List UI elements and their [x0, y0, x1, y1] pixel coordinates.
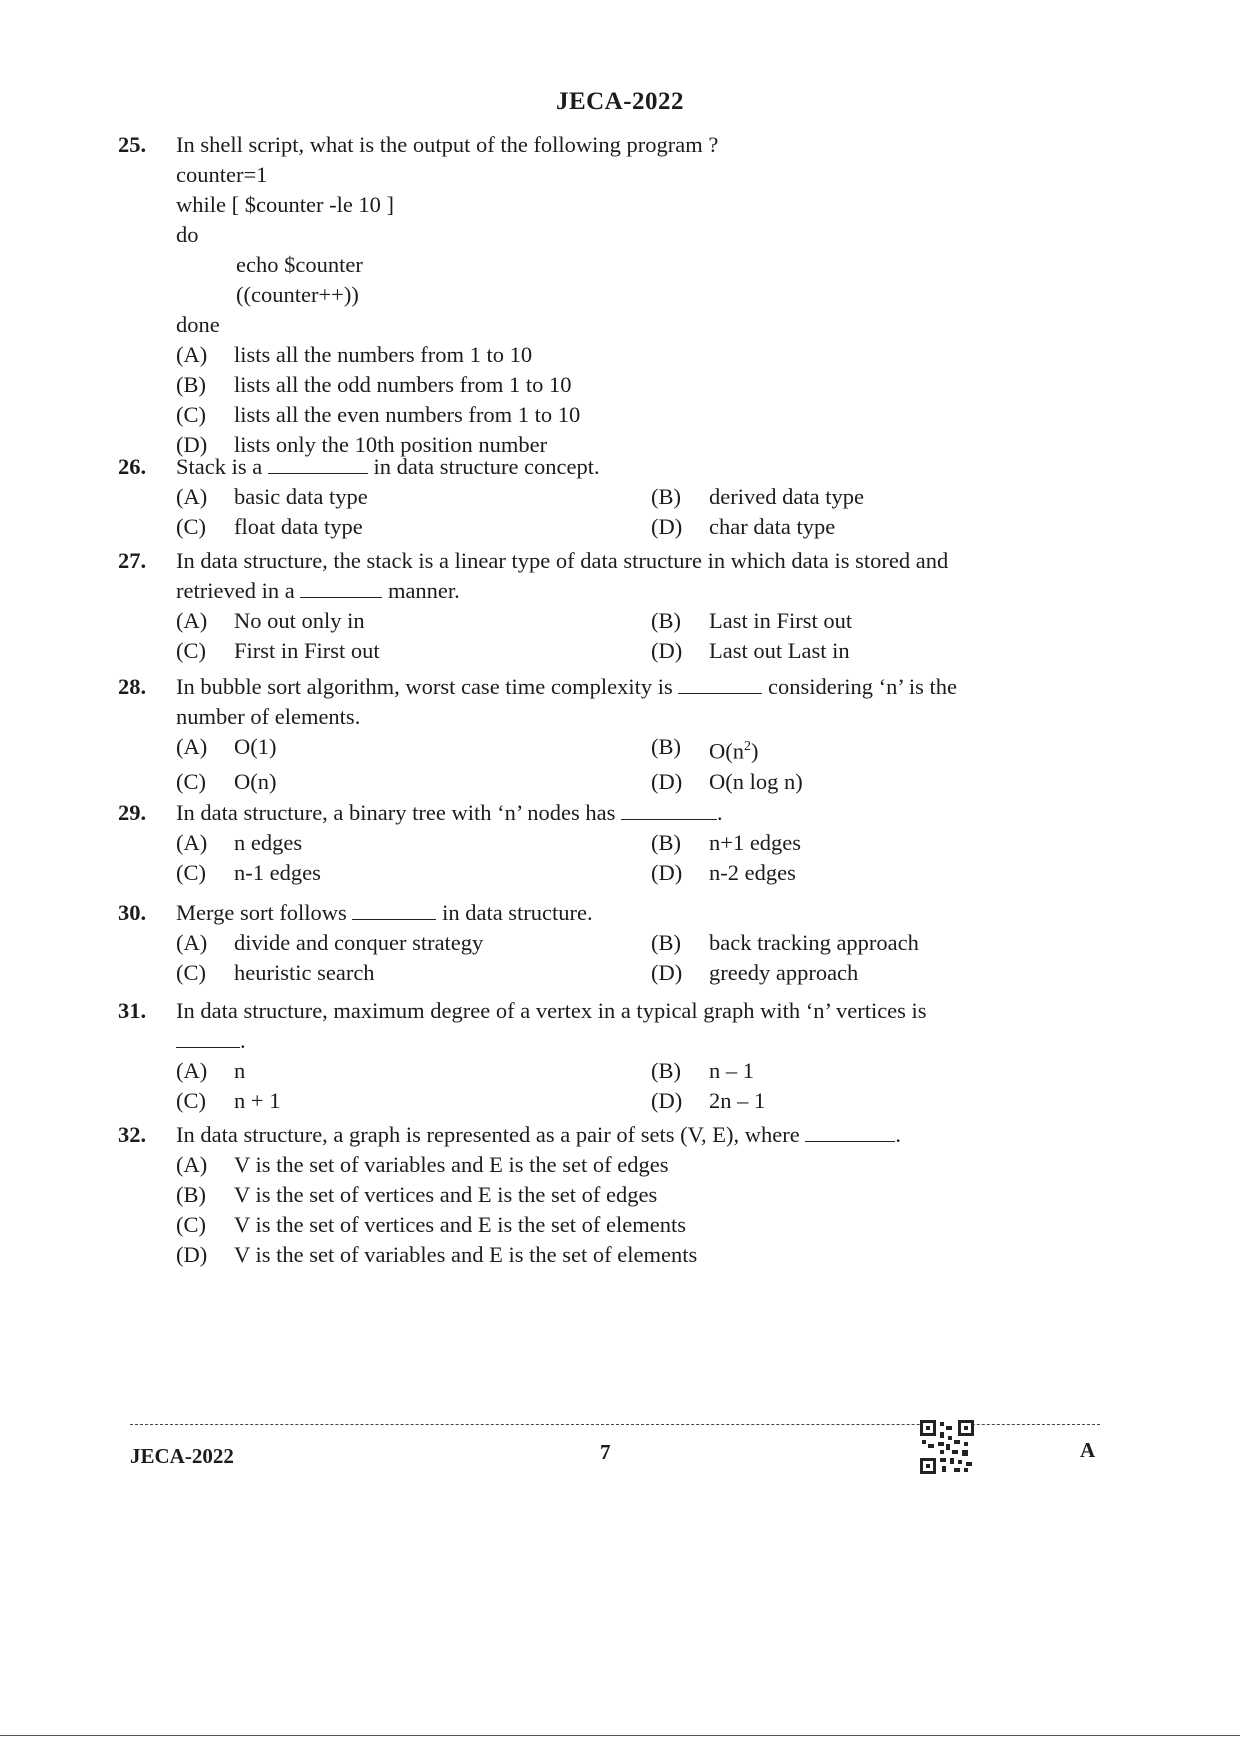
option-label: (A): [176, 1152, 208, 1177]
option-a[interactable]: [176, 928, 651, 958]
option-label: (A): [176, 930, 208, 955]
question-number: 27.: [118, 548, 147, 573]
option-label: (A): [176, 342, 208, 367]
option-b[interactable]: [651, 732, 1081, 767]
options-grid: [176, 828, 1078, 888]
question-set-label: A: [1080, 1438, 1096, 1462]
question-text-line2: number of elements.: [176, 704, 361, 729]
option-text: lists all the odd numbers from 1 to 10: [234, 372, 572, 397]
answer-blank: [352, 901, 436, 920]
question-number: 29.: [118, 800, 147, 825]
question-number: 28.: [118, 674, 147, 699]
option-label: (B): [176, 1182, 206, 1207]
answer-blank: [300, 579, 382, 598]
option-label: (C): [176, 638, 206, 663]
option-label: (A): [176, 484, 208, 509]
option-c[interactable]: [176, 767, 651, 797]
answer-blank: [176, 1029, 240, 1048]
question-text-line2: [176, 576, 1078, 606]
option-a[interactable]: [176, 482, 651, 512]
answer-blank: [268, 455, 368, 474]
option-text: [709, 732, 1081, 767]
option-label: (D): [651, 960, 683, 985]
page-number: 7: [600, 1440, 611, 1464]
question-number: 26.: [118, 454, 147, 479]
option-label: (B): [176, 372, 206, 397]
option-text: n edges: [234, 830, 303, 855]
question-text-after: .: [717, 800, 723, 825]
option-c[interactable]: [176, 512, 651, 542]
question-text-before: In bubble sort algorithm, worst case time complexity is: [176, 674, 673, 699]
option-a[interactable]: [176, 1150, 1078, 1180]
option-label: (C): [176, 960, 206, 985]
option-d[interactable]: [651, 958, 1081, 988]
option-label: (C): [176, 1088, 206, 1113]
option-text: n+1 edges: [709, 830, 802, 855]
option-c[interactable]: [176, 858, 651, 888]
question-number: 31.: [118, 998, 147, 1023]
question-text-after: considering ‘n’ is the: [768, 674, 957, 699]
question-number: 25.: [118, 132, 147, 157]
answer-blank: [805, 1123, 895, 1142]
question-text-before: In data structure, a binary tree with ‘n’ nodes has: [176, 800, 616, 825]
option-text: n-2 edges: [709, 860, 796, 885]
option-label: (A): [176, 830, 208, 855]
option-label: (D): [651, 768, 683, 794]
option-a[interactable]: [176, 606, 651, 636]
question-32: [118, 1120, 1078, 1270]
option-text: n + 1: [234, 1088, 281, 1113]
option-label: (C): [176, 514, 206, 539]
option-text-main: O(n: [709, 738, 744, 764]
options-list: [176, 1150, 1078, 1270]
option-text: V is the set of vertices and E is the set of elements: [234, 1212, 686, 1237]
option-label: (C): [176, 402, 206, 427]
option-text: n – 1: [709, 1058, 754, 1083]
options-grid: [176, 732, 1078, 797]
option-label: (D): [651, 638, 683, 663]
option-text: O(n log n): [709, 768, 803, 794]
option-text: divide and conquer strategy: [234, 930, 484, 955]
options-list: [176, 340, 1078, 460]
option-d[interactable]: [651, 858, 1081, 888]
question-text: [176, 798, 1078, 828]
option-label: (D): [651, 1088, 683, 1113]
option-label: (A): [176, 1058, 208, 1083]
option-label: (B): [651, 484, 681, 509]
option-b[interactable]: [651, 482, 1081, 512]
code-line: counter=1: [176, 162, 268, 187]
option-superscript: 2: [744, 739, 751, 754]
option-text: derived data type: [709, 484, 864, 509]
question-text-after: in data structure.: [442, 900, 593, 925]
option-text: back tracking approach: [709, 930, 919, 955]
question-text-after: .: [240, 1028, 246, 1053]
question-text-before: In data structure, a graph is represented as a pair of sets (V, E), where: [176, 1122, 800, 1147]
question-text-before: retrieved in a: [176, 578, 295, 603]
option-a[interactable]: [176, 732, 651, 767]
option-text: heuristic search: [234, 960, 375, 985]
option-c[interactable]: [176, 1086, 651, 1116]
question-text-after: manner.: [387, 578, 460, 603]
option-c[interactable]: [176, 636, 651, 666]
option-b[interactable]: [651, 1056, 1081, 1086]
question-text-before: Merge sort follows: [176, 900, 347, 925]
question-number: 32.: [118, 1122, 147, 1147]
options-grid: [176, 606, 1078, 666]
code-line: done: [176, 312, 220, 337]
option-d[interactable]: [176, 1240, 1078, 1270]
option-b[interactable]: [651, 828, 1081, 858]
question-27: [118, 546, 1078, 666]
option-b[interactable]: [176, 370, 1078, 400]
option-text: n: [234, 1058, 246, 1083]
option-b[interactable]: [176, 1180, 1078, 1210]
option-label: (D): [651, 514, 683, 539]
question-28: [118, 672, 1078, 797]
page-header-title: JECA-2022: [555, 88, 685, 115]
question-text: In data structure, maximum degree of a vertex in a typical graph with ‘n’ vertices is: [176, 998, 927, 1023]
option-label: (C): [176, 768, 206, 794]
question-text-line1: In data structure, the stack is a linear type of data structure in which data is stored and: [176, 548, 949, 573]
option-text-end: ): [751, 738, 759, 764]
question-text: In shell script, what is the output of the following program ?: [176, 132, 719, 157]
question-text-after: in data structure concept.: [373, 454, 600, 479]
option-text: O(1): [234, 734, 277, 759]
question-29: [118, 798, 1078, 888]
option-label: (B): [651, 608, 681, 633]
question-text: [176, 898, 1078, 928]
option-text: V is the set of variables and E is the set of edges: [234, 1152, 669, 1177]
option-c[interactable]: [176, 958, 651, 988]
option-text: 2n – 1: [709, 1088, 766, 1113]
code-line: echo $counter: [236, 252, 363, 277]
option-text: lists all the numbers from 1 to 10: [234, 342, 533, 367]
option-d[interactable]: [651, 1086, 1081, 1116]
option-label: (D): [176, 432, 208, 457]
question-number: 30.: [118, 900, 147, 925]
option-b[interactable]: [651, 928, 1081, 958]
question-text: [176, 452, 1078, 482]
option-a[interactable]: [176, 340, 1078, 370]
code-line: do: [176, 222, 199, 247]
answer-blank: [678, 675, 762, 694]
options-grid: [176, 928, 1078, 988]
footer-exam-code: JECA-2022: [130, 1444, 234, 1468]
option-label: (C): [176, 860, 206, 885]
option-c[interactable]: [176, 400, 1078, 430]
option-text: Last out Last in: [709, 638, 850, 663]
options-grid: [176, 482, 1078, 542]
option-text: Last in First out: [709, 608, 853, 633]
option-text: No out only in: [234, 608, 365, 633]
question-25: [118, 130, 1078, 460]
question-text-line2: [176, 1026, 1078, 1056]
question-text-after: .: [895, 1122, 901, 1147]
option-text: float data type: [234, 514, 363, 539]
option-text: lists only the 10th position number: [234, 432, 548, 457]
option-text: basic data type: [234, 484, 368, 509]
code-line: ((counter++)): [236, 282, 359, 307]
answer-blank: [621, 801, 717, 820]
option-text: lists all the even numbers from 1 to 10: [234, 402, 581, 427]
question-30: [118, 898, 1078, 988]
option-label: (A): [176, 608, 208, 633]
option-b[interactable]: [651, 606, 1081, 636]
question-31: [118, 996, 1078, 1116]
question-26: [118, 452, 1078, 542]
options-grid: [176, 1056, 1078, 1116]
qr-code-icon: [920, 1420, 974, 1474]
question-text: [176, 1120, 1078, 1150]
option-label: (A): [176, 734, 208, 759]
option-label: (B): [651, 734, 681, 759]
option-text: O(n): [234, 768, 277, 794]
question-text-before: Stack is a: [176, 454, 263, 479]
option-text: First in First out: [234, 638, 380, 663]
option-label: (B): [651, 830, 681, 855]
option-text: V is the set of vertices and E is the set of edges: [234, 1182, 658, 1207]
option-text: V is the set of variables and E is the set of elements: [234, 1242, 698, 1267]
option-d[interactable]: [651, 767, 1081, 797]
option-d[interactable]: [651, 512, 1081, 542]
option-a[interactable]: [176, 1056, 651, 1086]
option-c[interactable]: [176, 1210, 1078, 1240]
option-text: char data type: [709, 514, 836, 539]
question-text-line1: [176, 672, 1078, 702]
option-a[interactable]: [176, 828, 651, 858]
option-text: greedy approach: [709, 960, 859, 985]
option-d[interactable]: [651, 636, 1081, 666]
option-label: (C): [176, 1212, 206, 1237]
scan-edge-line: [0, 1735, 1240, 1736]
option-label: (D): [651, 860, 683, 885]
option-label: (B): [651, 930, 681, 955]
option-label: (D): [176, 1242, 208, 1267]
option-text: n-1 edges: [234, 860, 321, 885]
code-line: while [ $counter -le 10 ]: [176, 192, 395, 217]
option-label: (B): [651, 1058, 681, 1083]
